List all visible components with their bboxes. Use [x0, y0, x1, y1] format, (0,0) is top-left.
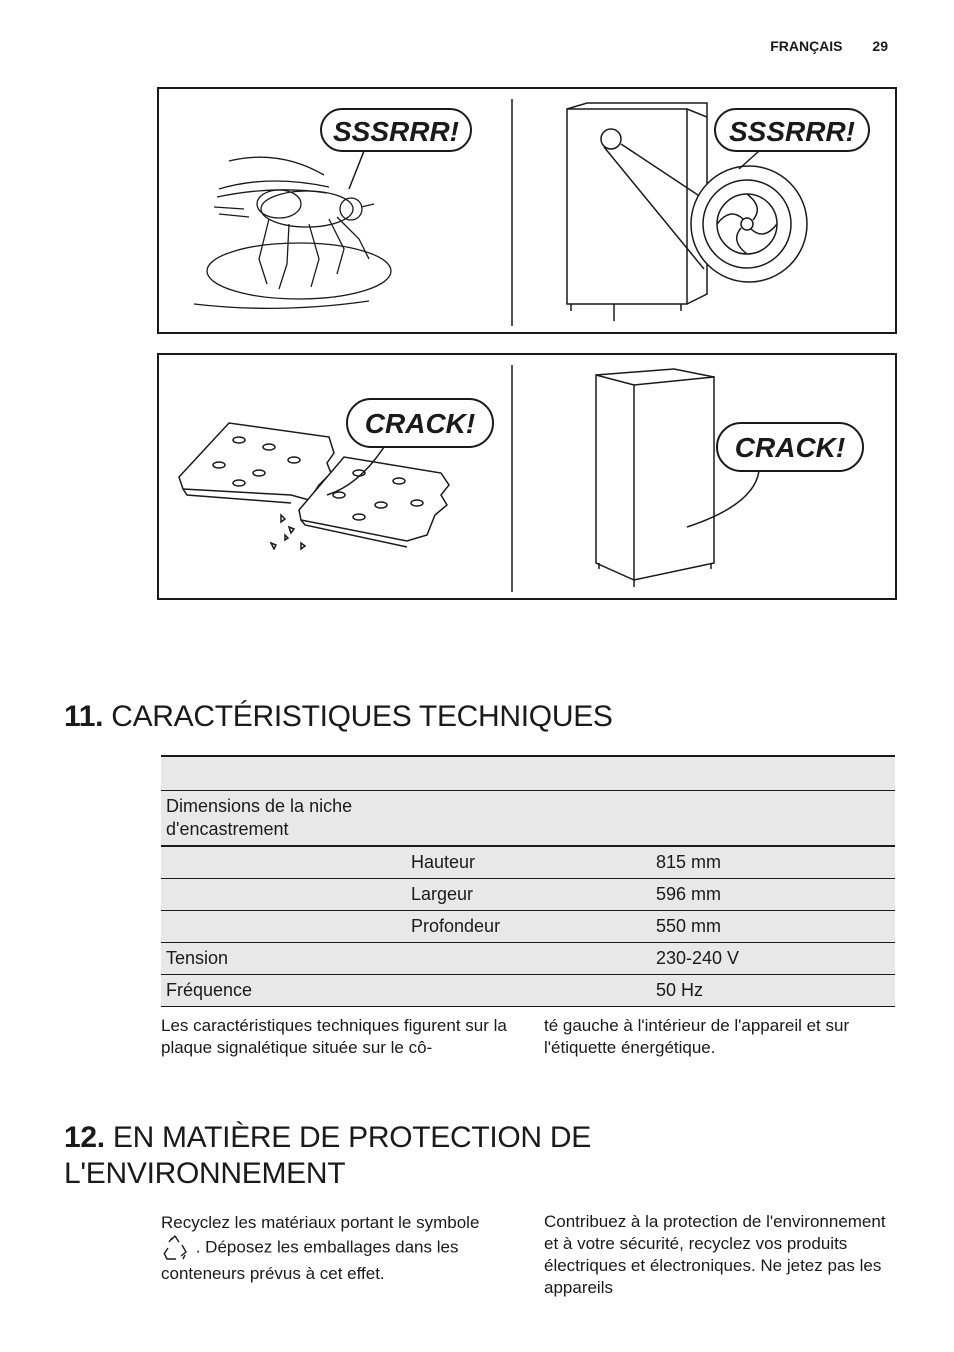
- table-cell: Largeur: [406, 879, 651, 911]
- table-cell: 596 mm: [651, 879, 895, 911]
- table-cell: 230-240 V: [651, 943, 895, 975]
- noise-illustration-buzz: [157, 87, 897, 334]
- table-cell: [161, 911, 406, 943]
- table-row: [161, 791, 895, 847]
- crack-illustration-svg: [159, 355, 899, 602]
- environment-col2: Contribuez à la protection de l'environnement et à votre sécurité, recyclez vos produits électriques et électroniques. Ne jetez pas les appareils: [544, 1212, 886, 1297]
- table-cell: [406, 791, 651, 847]
- page-number: 29: [872, 38, 888, 54]
- table-row: [161, 943, 895, 975]
- fly-drawing: [194, 157, 391, 308]
- speech-bubble-left: [321, 109, 471, 189]
- table-row: [161, 879, 895, 911]
- table-row: [161, 975, 895, 1007]
- spec-note-col2: té gauche à l'intérieur de l'appareil et sur l'étiquette énergétique.: [544, 1016, 850, 1057]
- speech-bubble-right: [715, 109, 869, 169]
- table-cell: [651, 756, 895, 791]
- environment-col1-text-b: . Déposez les emballages dans les conteneurs prévus à cet effet.: [161, 1237, 459, 1283]
- noise-illustration-crack: [157, 353, 897, 600]
- table-cell: [406, 756, 651, 791]
- table-cell: [651, 791, 895, 847]
- section-12-number: 12.: [64, 1121, 105, 1154]
- table-cell: Fréquence: [161, 975, 406, 1007]
- table-cell: Hauteur: [406, 846, 651, 879]
- fan-detail: [691, 166, 807, 282]
- table-cell: Profondeur: [406, 911, 651, 943]
- environment-col1-text-a: Recyclez les matériaux portant le symbole: [161, 1213, 480, 1232]
- language-label: FRANÇAIS: [770, 38, 843, 54]
- table-cell: [406, 943, 651, 975]
- section-12-title: EN MATIÈRE DE PROTECTION DE L'ENVIRONNEMENT: [64, 1121, 591, 1190]
- recycle-icon: [161, 1234, 189, 1262]
- table-cell: 815 mm: [651, 846, 895, 879]
- table-cell: [161, 756, 406, 791]
- section-11-title: CARACTÉRISTIQUES TECHNIQUES: [111, 700, 613, 733]
- table-cell: 50 Hz: [651, 975, 895, 1007]
- buzz-sound-right: SSSRRR!: [728, 116, 856, 147]
- table-cell: Dimensions de la niche d'encastrement: [161, 791, 406, 847]
- crack-sound-left: CRACK!: [364, 408, 476, 439]
- spec-note-col1: Les caractéristiques techniques figurent sur la plaque signalétique située sur le cô-: [161, 1016, 507, 1057]
- table-cell: Tension: [161, 943, 406, 975]
- crack-sound-right: CRACK!: [734, 432, 846, 463]
- table-cell: [161, 846, 406, 879]
- buzz-illustration-svg: [159, 89, 899, 336]
- section-11-number: 11.: [64, 700, 104, 733]
- table-cell: 550 mm: [651, 911, 895, 943]
- section-12-heading: [64, 1120, 664, 1192]
- page-header: [770, 38, 888, 54]
- table-row: [161, 846, 895, 879]
- table-cell: [406, 975, 651, 1007]
- table-row: [161, 756, 895, 791]
- fridge-drawing-bottom: [596, 369, 714, 587]
- table-cell: [161, 879, 406, 911]
- environment-col1: [161, 1211, 521, 1285]
- section-11-heading: [64, 699, 613, 735]
- buzz-sound-left: SSSRRR!: [332, 116, 460, 147]
- spec-table: [161, 755, 895, 1007]
- table-row: [161, 911, 895, 943]
